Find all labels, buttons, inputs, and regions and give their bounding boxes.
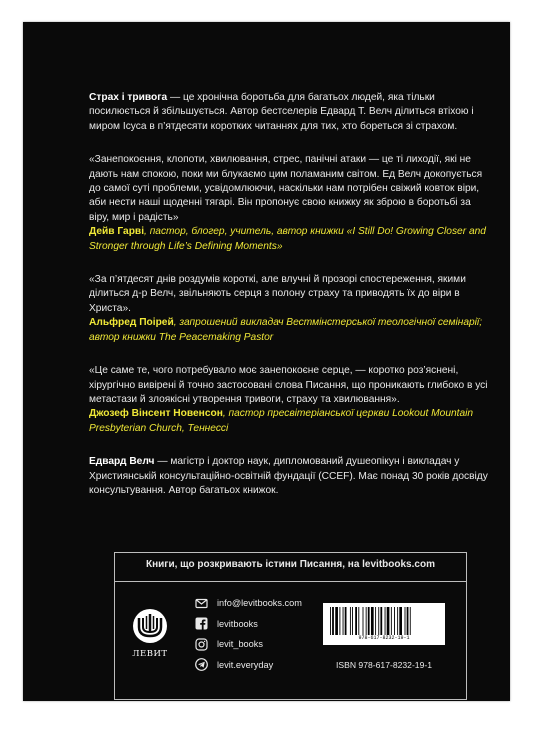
publisher-tagline: Книги, що розкривають істини Писання, на levitbooks.com xyxy=(146,559,435,570)
mail-icon xyxy=(195,597,208,610)
quote-2-attribution xyxy=(89,316,489,345)
isbn: ISBN 978-617-8232-19-1 xyxy=(335,660,433,670)
contact-telegram-label: levit.everyday xyxy=(217,659,274,670)
quote-2-name: Альфред Поірей xyxy=(89,317,174,329)
back-cover xyxy=(23,22,510,701)
contact-email[interactable] xyxy=(195,593,302,614)
contact-instagram-label: levit_books xyxy=(217,639,263,650)
quote-2-desc: , запрошений викладач Вестмінстерської теологічної семінарії; автор книжки The Peacemaking Pastor xyxy=(89,317,483,343)
contact-list xyxy=(195,593,302,675)
barcode xyxy=(323,603,445,645)
instagram-icon xyxy=(195,638,208,651)
facebook-icon xyxy=(195,617,208,630)
quote-3-desc: , пастор пресвітеріанської церкви Lookout Mountain Presbyterian Church, Теннессі xyxy=(89,408,474,434)
author-bio xyxy=(89,455,489,498)
contact-instagram[interactable] xyxy=(195,634,302,655)
quote-3-attribution xyxy=(89,407,489,436)
levit-logo-icon xyxy=(128,605,172,649)
quote-1-attribution xyxy=(89,225,489,254)
logo-text: ЛЕВИТ xyxy=(132,649,168,659)
intro-paragraph xyxy=(89,91,489,134)
quote-1: «Занепокоєння, клопоти, хвилювання, стрес, панічні атаки — це ті лиходії, які не дають нам спокою, поки ми блукаємо цим поламаним світом. Ед Велч докопується до самої суті проблеми, усвідомлюючи, наскільки нам потрібен свіжий ковток віри, аби нести наші щоденні тягарі. Він пропонує свою книжку як зброю в боротьбі за віру, мир і радість» xyxy=(89,154,483,223)
telegram-icon xyxy=(195,658,208,671)
publisher-logo xyxy=(128,605,172,665)
divider xyxy=(115,581,466,582)
author-bio-text: — магістр і доктор наук, дипломований душеопікун і викладач у Християнській консультаційно-освітній фундації (CCEF). Має понад 30 років досвіду консультування. Автор багатьох книжок. xyxy=(89,456,488,496)
quote-1-name: Дейв Гарві xyxy=(89,226,145,238)
contact-telegram[interactable] xyxy=(195,655,302,676)
contact-facebook[interactable] xyxy=(195,614,302,635)
quote-3: «Це саме те, чого потребувало моє занепокоєне серце, — коротко роз’яснені, хірургічно вивірені й точно застосовані слова Писання, що проникають глибоко в усі метастази й злоякісні утворення тривоги, страху та хвилювання». xyxy=(89,365,488,405)
publisher-box xyxy=(114,552,467,700)
author-name: Едвард Велч xyxy=(89,456,155,468)
barcode-number: 978-617-8232-19-1 xyxy=(358,635,410,641)
contact-facebook-label: levitbooks xyxy=(217,618,258,629)
quote-2: «За п’ятдесят днів роздумів короткі, але влучні й прозорі спостереження, якими ділиться д-р Велч, звільняють серця з полону страху та приводять їх до віри в Христа». xyxy=(89,274,466,314)
intro-bold: Страх і тривога xyxy=(89,92,168,103)
barcode-bars xyxy=(329,607,439,635)
cover-text xyxy=(89,91,489,498)
contact-email-label: info@levitbooks.com xyxy=(217,598,302,609)
quote-1-desc: , пастор, блогер, учитель, автор книжки «I Still Do! Growing Closer and Stronger through Life’s Defining Moments» xyxy=(89,226,486,252)
quote-3-name: Джозеф Вінсент Новенсон xyxy=(89,408,223,420)
intro-text: — це хронічна боротьба для багатьох людей, яка тільки посилюється й збільшується. Автор бестселерів Едвард Т. Велч ділиться втіхою і миром Ісуса в п’ятдесяти коротких читаннях для тих, хто бореться зі страхом. xyxy=(89,92,474,132)
